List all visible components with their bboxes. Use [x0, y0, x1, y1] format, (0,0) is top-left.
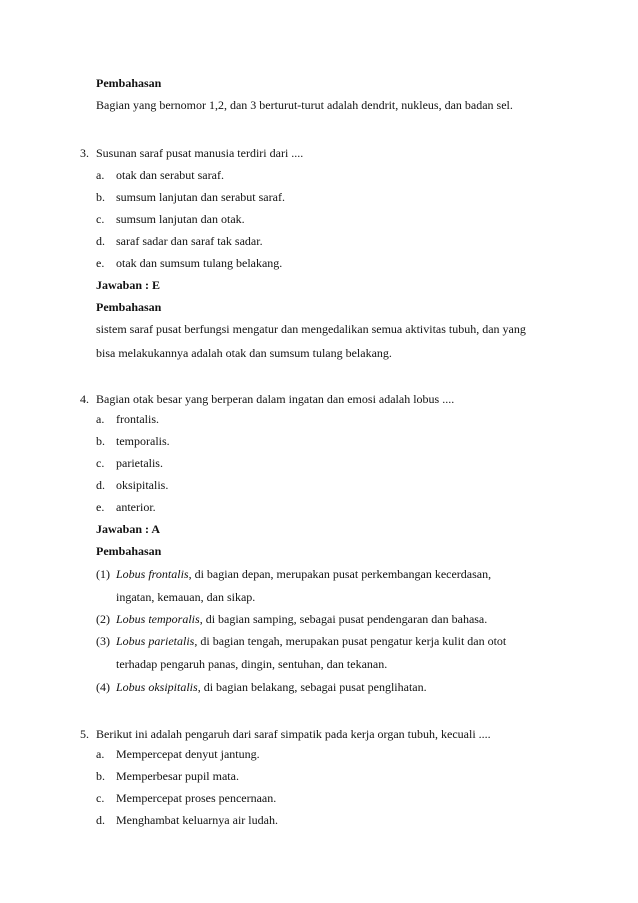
- item-continuation: terhadap pengaruh panas, dingin, sentuhan, dan tekanan.: [116, 657, 388, 671]
- item-number: (2): [96, 612, 110, 626]
- item-number: (4): [96, 680, 110, 694]
- option-letter: a.: [96, 168, 105, 182]
- option-text: frontalis.: [116, 412, 159, 426]
- option-text: sumsum lanjutan dan otak.: [116, 212, 245, 226]
- item-term: Lobus temporalis: [116, 612, 200, 626]
- option-text: Mempercepat denyut jantung.: [116, 747, 260, 761]
- item-text: [116, 612, 487, 626]
- option-letter: e.: [96, 500, 105, 514]
- option-text: parietalis.: [116, 456, 163, 470]
- question-number: 5.: [80, 727, 89, 741]
- pembahasan-label: Pembahasan: [96, 76, 162, 90]
- question-number: 4.: [80, 392, 89, 406]
- option-text: Menghambat keluarnya air ludah.: [116, 813, 278, 827]
- option-text: temporalis.: [116, 434, 170, 448]
- option-letter: a.: [96, 747, 105, 761]
- option-text: oksipitalis.: [116, 478, 169, 492]
- item-text: [116, 567, 491, 581]
- option-text: Memperbesar pupil mata.: [116, 769, 239, 783]
- option-letter: c.: [96, 212, 105, 226]
- option-letter: a.: [96, 412, 105, 426]
- item-text: [116, 680, 427, 694]
- pembahasan-label: Pembahasan: [96, 300, 162, 314]
- item-number: (3): [96, 634, 110, 648]
- question-number: 3.: [80, 146, 89, 160]
- option-letter: d.: [96, 234, 105, 248]
- option-letter: b.: [96, 434, 105, 448]
- option-text: otak dan sumsum tulang belakang.: [116, 256, 283, 270]
- item-term: Lobus frontalis: [116, 567, 189, 581]
- pembahasan-label: Pembahasan: [96, 544, 162, 558]
- item-rest: , di bagian depan, merupakan pusat perkembangan kecerdasan,: [188, 567, 492, 581]
- item-rest: , di bagian belakang, sebagai pusat penglihatan.: [197, 680, 427, 694]
- item-term: Lobus parietalis: [116, 634, 195, 648]
- question-text: Bagian otak besar yang berperan dalam ingatan dan emosi adalah lobus ....: [96, 392, 455, 406]
- answer-key: Jawaban : A: [96, 522, 161, 536]
- option-text: sumsum lanjutan dan serabut saraf.: [116, 190, 285, 204]
- item-rest: , di bagian tengah, merupakan pusat pengatur kerja kulit dan otot: [194, 634, 507, 648]
- question-text: Susunan saraf pusat manusia terdiri dari ....: [96, 146, 304, 160]
- item-rest: , di bagian samping, sebagai pusat pendengaran dan bahasa.: [199, 612, 488, 626]
- option-letter: d.: [96, 478, 105, 492]
- question-text: Berikut ini adalah pengaruh dari saraf simpatik pada kerja organ tubuh, kecuali ....: [96, 727, 491, 741]
- option-letter: b.: [96, 769, 105, 783]
- option-letter: d.: [96, 813, 105, 827]
- option-letter: c.: [96, 456, 105, 470]
- item-term: Lobus oksipitalis: [116, 680, 198, 694]
- option-text: saraf sadar dan saraf tak sadar.: [116, 234, 263, 248]
- option-letter: e.: [96, 256, 105, 270]
- option-text: anterior.: [116, 500, 156, 514]
- item-text: [116, 634, 506, 648]
- option-text: otak dan serabut saraf.: [116, 168, 224, 182]
- pembahasan-text: bisa melakukannya adalah otak dan sumsum tulang belakang.: [96, 346, 392, 360]
- option-letter: c.: [96, 791, 105, 805]
- item-number: (1): [96, 567, 110, 581]
- pembahasan-text: Bagian yang bernomor 1,2, dan 3 berturut-turut adalah dendrit, nukleus, dan badan sel.: [96, 98, 513, 112]
- answer-key: Jawaban : E: [96, 278, 161, 292]
- item-continuation: ingatan, kemauan, dan sikap.: [116, 590, 256, 604]
- option-text: Mempercepat proses pencernaan.: [116, 791, 277, 805]
- pembahasan-text: sistem saraf pusat berfungsi mengatur dan mengedalikan semua aktivitas tubuh, dan yang: [96, 322, 526, 336]
- option-letter: b.: [96, 190, 105, 204]
